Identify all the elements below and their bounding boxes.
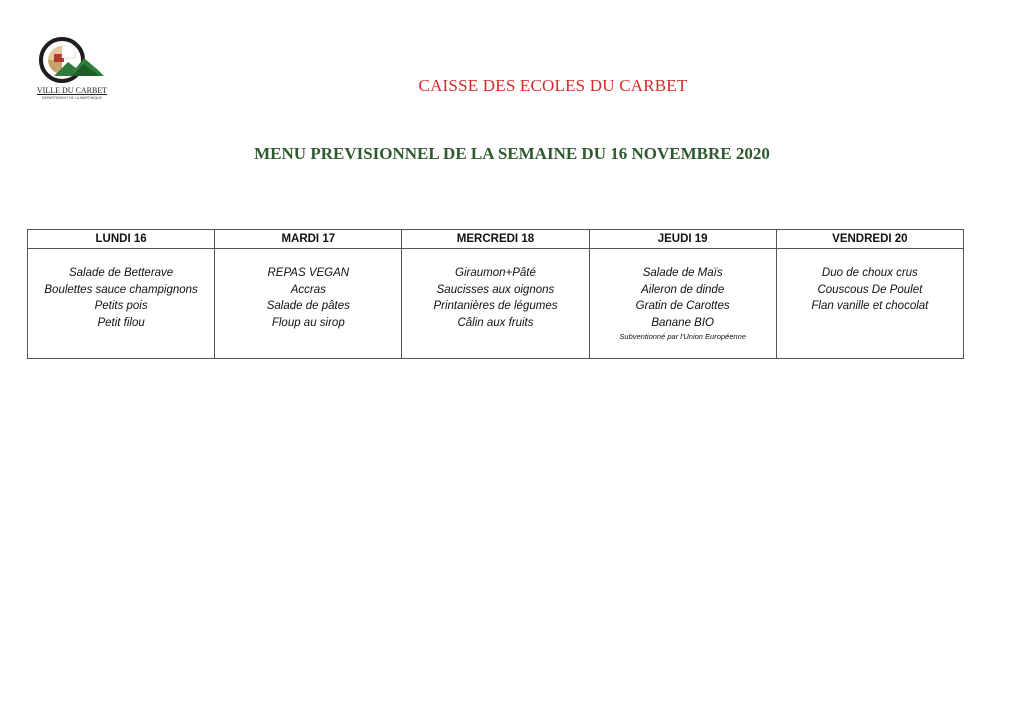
menu-item: Salade de pâtes bbox=[266, 300, 350, 312]
menu-item: Floup au sirop bbox=[271, 316, 345, 329]
weekly-menu-table bbox=[27, 229, 964, 359]
day-menu-lundi bbox=[28, 249, 215, 359]
menu-item: Couscous De Poulet bbox=[817, 283, 923, 296]
menu-items-row bbox=[28, 249, 964, 359]
menu-item: Salade de Betterave bbox=[68, 267, 174, 279]
menu-item: Saucisses aux oignons bbox=[436, 283, 555, 296]
day-menu-vendredi bbox=[776, 249, 963, 359]
menu-item: Gratin de Carottes bbox=[635, 300, 730, 312]
menu-item: Printanières de légumes bbox=[433, 300, 558, 312]
day-header-vendredi: VENDREDI 20 bbox=[776, 230, 963, 249]
menu-item: Duo de choux crus bbox=[821, 267, 918, 279]
menu-item: Accras bbox=[290, 283, 326, 296]
day-header-jeudi: JEUDI 19 bbox=[589, 230, 776, 249]
day-menu-jeudi bbox=[589, 249, 776, 359]
logo-town-name: VILLE DU CARBET bbox=[36, 86, 108, 95]
menu-item: Giraumon+Pâté bbox=[455, 267, 536, 279]
menu-header-row bbox=[28, 230, 964, 249]
menu-item: Petit filou bbox=[97, 316, 145, 329]
day-menu-mardi bbox=[215, 249, 402, 359]
page-title: CAISSE DES ECOLES DU CARBET bbox=[418, 76, 688, 95]
day-header-mardi: MARDI 17 bbox=[215, 230, 402, 249]
menu-item: Flan vanille et chocolat bbox=[811, 300, 929, 312]
logo-subtitle: DEPARTEMENT DE LA MARTINIQUE bbox=[42, 96, 102, 100]
menu-heading: MENU PREVISIONNEL DE LA SEMAINE DU 16 NOVEMBRE 2020 bbox=[254, 144, 770, 163]
menu-item: Boulettes sauce champignons bbox=[44, 283, 198, 296]
eu-subsidy-note: Subventionné par l'Union Européenne bbox=[619, 332, 746, 341]
day-header-lundi: LUNDI 16 bbox=[28, 230, 215, 249]
menu-item: Banane BIO bbox=[651, 316, 714, 329]
menu-item: Salade de Maïs bbox=[642, 267, 723, 279]
day-header-mercredi: MERCREDI 18 bbox=[402, 230, 589, 249]
day-menu-mercredi bbox=[402, 249, 589, 359]
menu-item: Câlin aux fruits bbox=[457, 316, 534, 329]
menu-item: Petits pois bbox=[94, 300, 148, 312]
menu-item: Aileron de dinde bbox=[641, 283, 725, 296]
menu-item: REPAS VEGAN bbox=[267, 267, 350, 279]
